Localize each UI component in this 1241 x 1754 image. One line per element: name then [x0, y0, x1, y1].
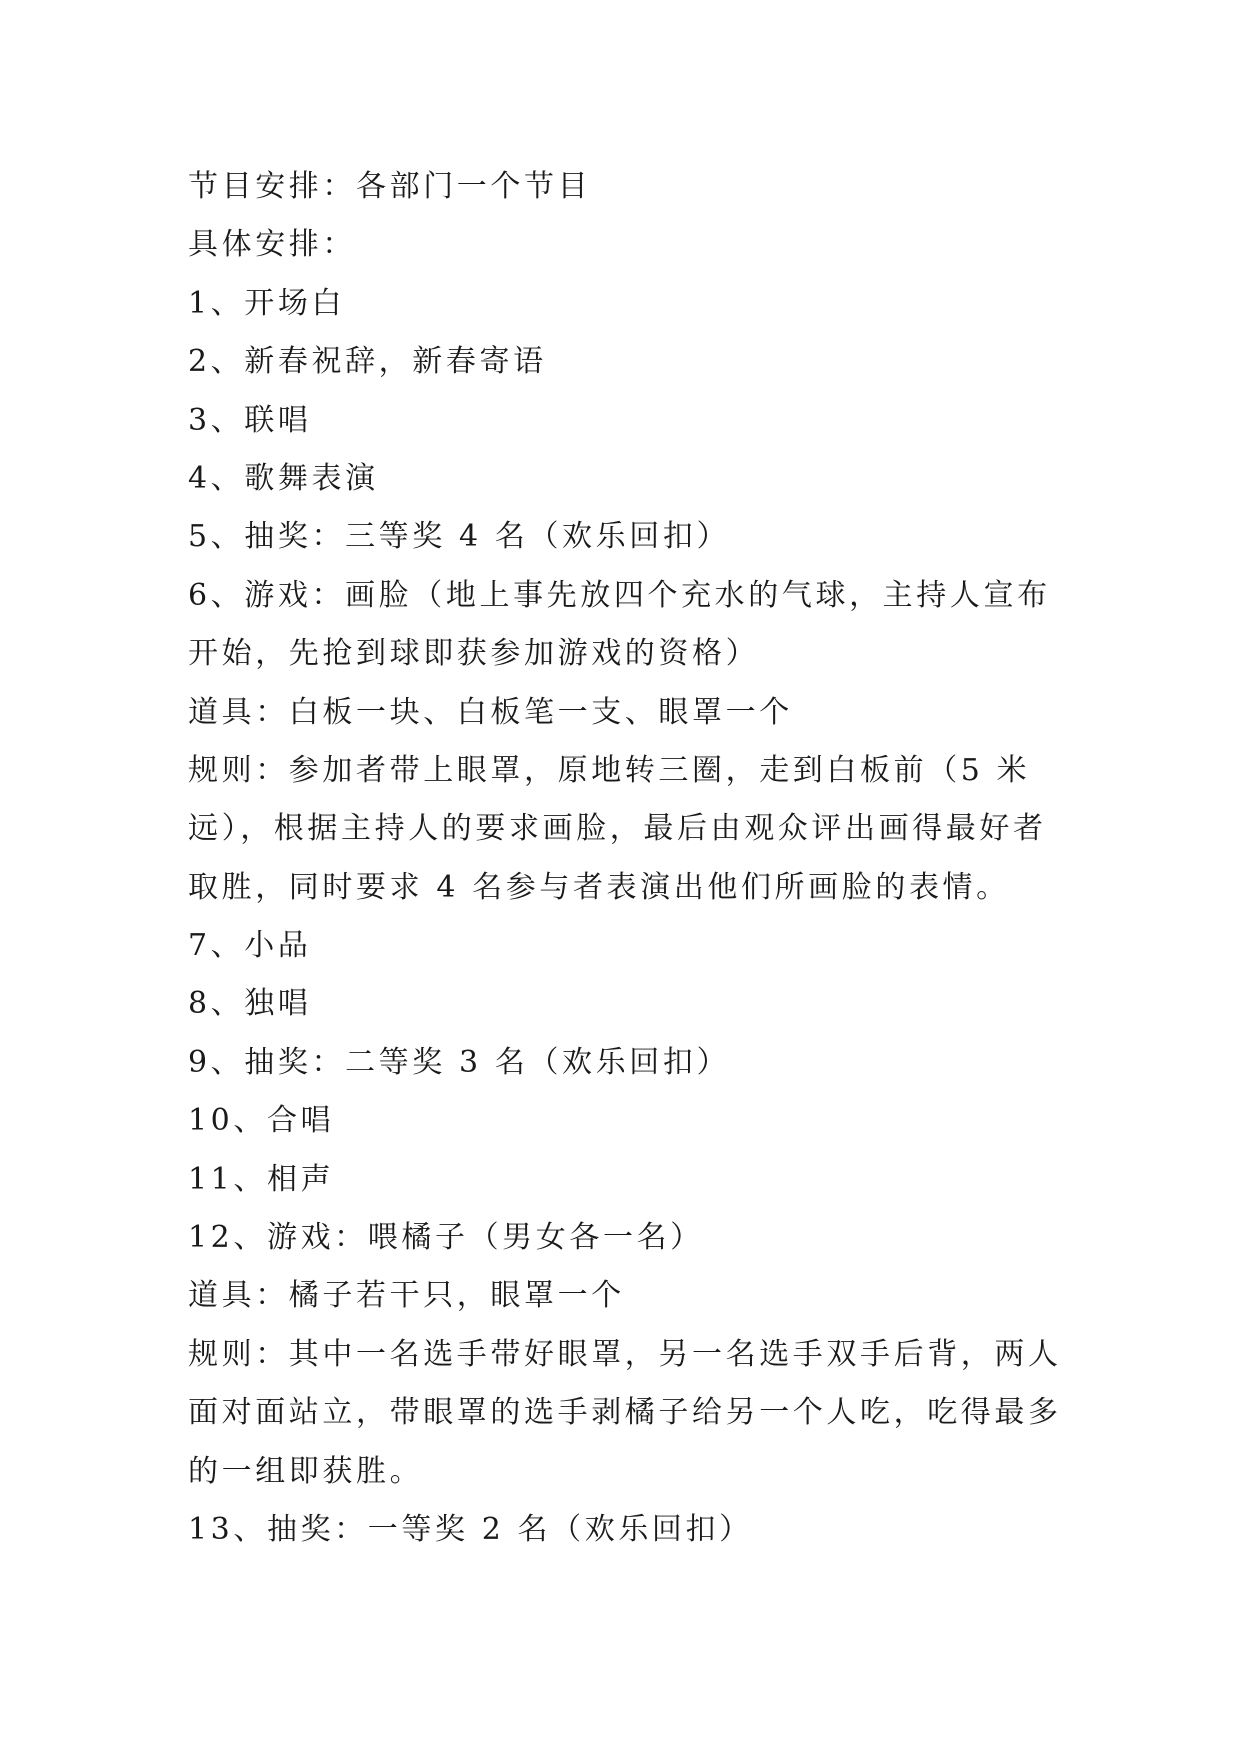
paragraph-line: 开始，先抢到球即获参加游戏的资格） [188, 636, 760, 672]
list-item: 8、独唱 [188, 986, 312, 1022]
paragraph-line: 远），根据主持人的要求画脸，最后由观众评出画得最好者 [188, 811, 1047, 847]
list-item: 11、相声 [188, 1161, 335, 1197]
list-item: 7、小品 [188, 928, 312, 964]
list-item: 4、歌舞表演 [188, 460, 379, 496]
program-arrangement-line: 节目安排：各部门一个节目 [188, 169, 592, 204]
list-item: 9、抽奖：二等奖 3 名（欢乐回扣） [188, 1044, 731, 1080]
list-item: 12、游戏：喂橘子（男女各一名） [188, 1220, 704, 1256]
list-item: 6、游戏：画脸（地上事先放四个充水的气球，主持人宣布 [188, 577, 1051, 613]
paragraph-line: 面对面站立，带眼罩的选手剥橘子给另一个人吃，吃得最多 [188, 1395, 1062, 1431]
list-item: 3、联唱 [188, 402, 312, 438]
list-item: 13、抽奖：一等奖 2 名（欢乐回扣） [188, 1511, 753, 1547]
document-body [188, 158, 1062, 1559]
detailed-arrangement-heading: 具体安排： [188, 227, 356, 263]
list-item: 2、新春祝辞，新春寄语 [188, 344, 547, 380]
list-item: 10、合唱 [188, 1103, 335, 1139]
props-line: 道具：橘子若干只，眼罩一个 [188, 1278, 625, 1314]
props-line: 道具：白板一块、白板笔一支、眼罩一个 [188, 694, 793, 730]
list-item: 1、开场白 [188, 285, 346, 321]
rules-line: 规则：其中一名选手带好眼罩，另一名选手双手后背，两人 [188, 1336, 1062, 1372]
list-item: 5、抽奖：三等奖 4 名（欢乐回扣） [188, 519, 731, 555]
paragraph-line: 的一组即获胜。 [188, 1453, 424, 1489]
rules-line: 规则：参加者带上眼罩，原地转三圈，走到白板前（5 米 [188, 752, 1031, 788]
paragraph-line: 取胜，同时要求 4 名参与者表演出他们所画脸的表情。 [188, 869, 1010, 905]
